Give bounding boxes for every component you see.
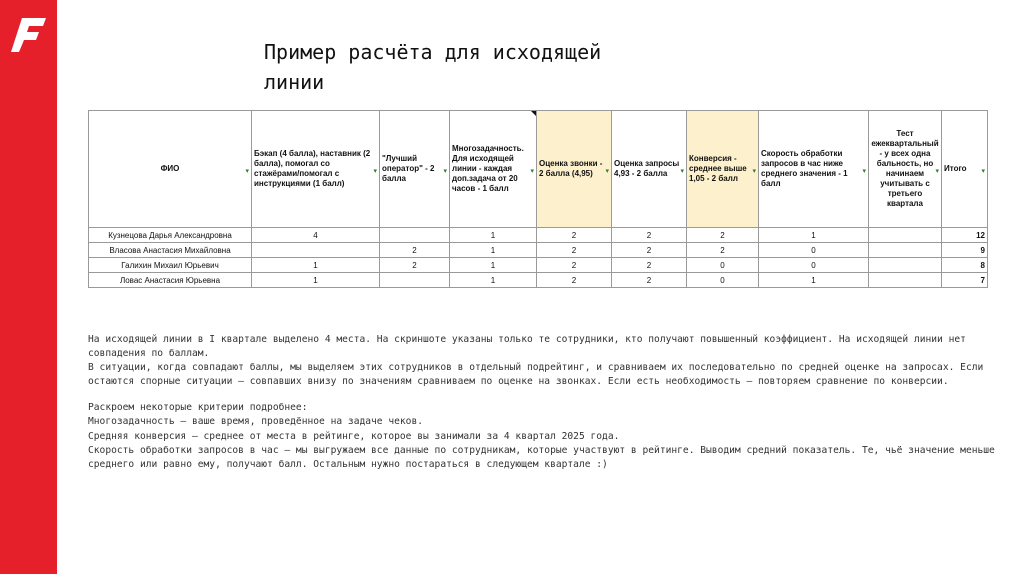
cell-best-operator[interactable] xyxy=(380,228,450,243)
scores-table-wrap xyxy=(88,110,987,288)
header-label: Тест ежеквартальный - у всех одна бальность, но начинаем учитывать с третьего квартала xyxy=(871,129,939,208)
paragraph-multitasking: Многозадачность – ваше время, проведённое на задаче чеков. xyxy=(88,416,424,428)
cell-speed[interactable]: 1 xyxy=(759,273,869,288)
header-total[interactable] xyxy=(942,111,988,228)
slide-title xyxy=(264,37,784,97)
filter-icon[interactable]: ▾ xyxy=(680,168,684,175)
cell-calls-rating[interactable]: 2 xyxy=(537,258,612,273)
filter-icon[interactable]: ▾ xyxy=(981,168,985,175)
header-label: Оценка запросы 4,93 - 2 балла xyxy=(614,159,680,178)
cell-multitasking[interactable]: 1 xyxy=(450,243,537,258)
cell-multitasking[interactable]: 1 xyxy=(450,258,537,273)
cell-fio[interactable]: Власова Анастасия Михайловна xyxy=(89,243,252,258)
cell-best-operator[interactable]: 2 xyxy=(380,258,450,273)
cell-requests-rating[interactable]: 2 xyxy=(612,228,687,243)
explanation-text xyxy=(88,333,998,472)
cell-backup[interactable] xyxy=(252,243,380,258)
cell-speed[interactable]: 0 xyxy=(759,258,869,273)
cell-best-operator[interactable] xyxy=(380,273,450,288)
cell-requests-rating[interactable]: 2 xyxy=(612,243,687,258)
cell-total[interactable]: 12 xyxy=(942,228,988,243)
cell-multitasking[interactable]: 1 xyxy=(450,228,537,243)
header-conversion[interactable] xyxy=(687,111,759,228)
cell-multitasking[interactable]: 1 xyxy=(450,273,537,288)
cell-fio[interactable]: Ловас Анастасия Юрьевна xyxy=(89,273,252,288)
table-row xyxy=(89,228,988,243)
header-requests-rating[interactable] xyxy=(612,111,687,228)
cell-requests-rating[interactable]: 2 xyxy=(612,258,687,273)
cell-total[interactable]: 8 xyxy=(942,258,988,273)
f-letter-logo-icon xyxy=(8,14,50,56)
header-label: Конверсия - среднее выше 1,05 - 2 балл xyxy=(689,154,747,183)
cell-best-operator[interactable]: 2 xyxy=(380,243,450,258)
header-label: Итого xyxy=(944,164,967,173)
paragraph-places: На исходящей линии в I квартале выделено 4 места. На скриншоте указаны только те сотрудники, кто получают повышенный коэффициент. На исходящей линии нет совпадения по баллам. xyxy=(88,334,966,360)
header-label: Бэкап (4 балла), наставник (2 балла), помогал со стажёрами/помогал с инструкциями (1 балл) xyxy=(254,149,371,188)
cell-requests-rating[interactable]: 2 xyxy=(612,273,687,288)
header-label: Оценка звонки - 2 балла (4,95) xyxy=(539,159,603,178)
cell-quarterly-test[interactable] xyxy=(869,273,942,288)
paragraph-criteria-intro: Раскроем некоторые критерии подробнее: xyxy=(88,402,308,414)
header-fio[interactable] xyxy=(89,111,252,228)
table-header-row xyxy=(89,111,988,228)
header-label: Скорость обработки запросов в час ниже среднего значения - 1 балл xyxy=(761,149,848,188)
table-row xyxy=(89,243,988,258)
cell-speed[interactable]: 1 xyxy=(759,228,869,243)
comment-marker-icon xyxy=(531,111,536,116)
header-best-operator[interactable] xyxy=(380,111,450,228)
header-label: ФИО xyxy=(160,164,180,173)
scores-table xyxy=(88,110,988,288)
cell-conversion[interactable]: 2 xyxy=(687,243,759,258)
cell-calls-rating[interactable]: 2 xyxy=(537,228,612,243)
cell-calls-rating[interactable]: 2 xyxy=(537,273,612,288)
filter-icon[interactable]: ▾ xyxy=(373,168,377,175)
filter-icon[interactable]: ▾ xyxy=(752,168,756,175)
cell-total[interactable]: 9 xyxy=(942,243,988,258)
header-speed[interactable] xyxy=(759,111,869,228)
paragraph-conversion: Средняя конверсия – среднее от места в рейтинге, которое вы занимали за 4 квартал 2025 года. xyxy=(88,430,620,442)
cell-quarterly-test[interactable] xyxy=(869,243,942,258)
table-row xyxy=(89,258,988,273)
cell-quarterly-test[interactable] xyxy=(869,258,942,273)
header-backup[interactable] xyxy=(252,111,380,228)
cell-conversion[interactable]: 0 xyxy=(687,273,759,288)
filter-icon[interactable]: ▾ xyxy=(443,168,447,175)
cell-fio[interactable]: Кузнецова Дарья Александровна xyxy=(89,228,252,243)
cell-backup[interactable]: 4 xyxy=(252,228,380,243)
header-quarterly-test[interactable] xyxy=(869,111,942,228)
header-calls-rating[interactable] xyxy=(537,111,612,228)
filter-icon[interactable]: ▾ xyxy=(245,168,249,175)
cell-conversion[interactable]: 2 xyxy=(687,228,759,243)
filter-icon[interactable]: ▾ xyxy=(935,168,939,175)
cell-backup[interactable]: 1 xyxy=(252,258,380,273)
filter-icon[interactable]: ▾ xyxy=(605,168,609,175)
cell-quarterly-test[interactable] xyxy=(869,228,942,243)
cell-calls-rating[interactable]: 2 xyxy=(537,243,612,258)
cell-fio[interactable]: Галихин Михаил Юрьевич xyxy=(89,258,252,273)
cell-conversion[interactable]: 0 xyxy=(687,258,759,273)
cell-speed[interactable]: 0 xyxy=(759,243,869,258)
table-row xyxy=(89,273,988,288)
title-line-1: Пример расчёта для исходящей xyxy=(264,40,602,64)
brand-sidebar xyxy=(0,0,57,574)
filter-icon[interactable]: ▾ xyxy=(530,168,534,175)
filter-icon[interactable]: ▾ xyxy=(862,168,866,175)
paragraph-speed: Скорость обработки запросов в час – мы выгружаем все данные по сотрудникам, которые участвуют в рейтинге. Выводим средний показатель. Те, чьё значение меньше среднего или равно ему, получают балл. Остальным нужно постараться в следующем квартале :) xyxy=(88,444,995,470)
header-label: Многозадачность. Для исходящей линии - каждая доп.задача от 20 часов - 1 балл xyxy=(452,144,524,193)
cell-backup[interactable]: 1 xyxy=(252,273,380,288)
header-multitasking[interactable] xyxy=(450,111,537,228)
title-line-2: линии xyxy=(264,70,325,94)
header-label: "Лучший оператор" - 2 балла xyxy=(382,154,435,183)
cell-total[interactable]: 7 xyxy=(942,273,988,288)
paragraph-tie-break: В ситуации, когда совпадают баллы, мы выделяем этих сотрудников в отдельный подрейтинг, и сравниваем их последовательно по средней оценке на запросах. Если остаются спорные ситуации – совпавших внизу по значениям сравниваем по оценке на звонках. Если есть необходимость – повторяем сравнение по конверсии. xyxy=(88,362,984,388)
paragraph-gap xyxy=(88,389,998,401)
